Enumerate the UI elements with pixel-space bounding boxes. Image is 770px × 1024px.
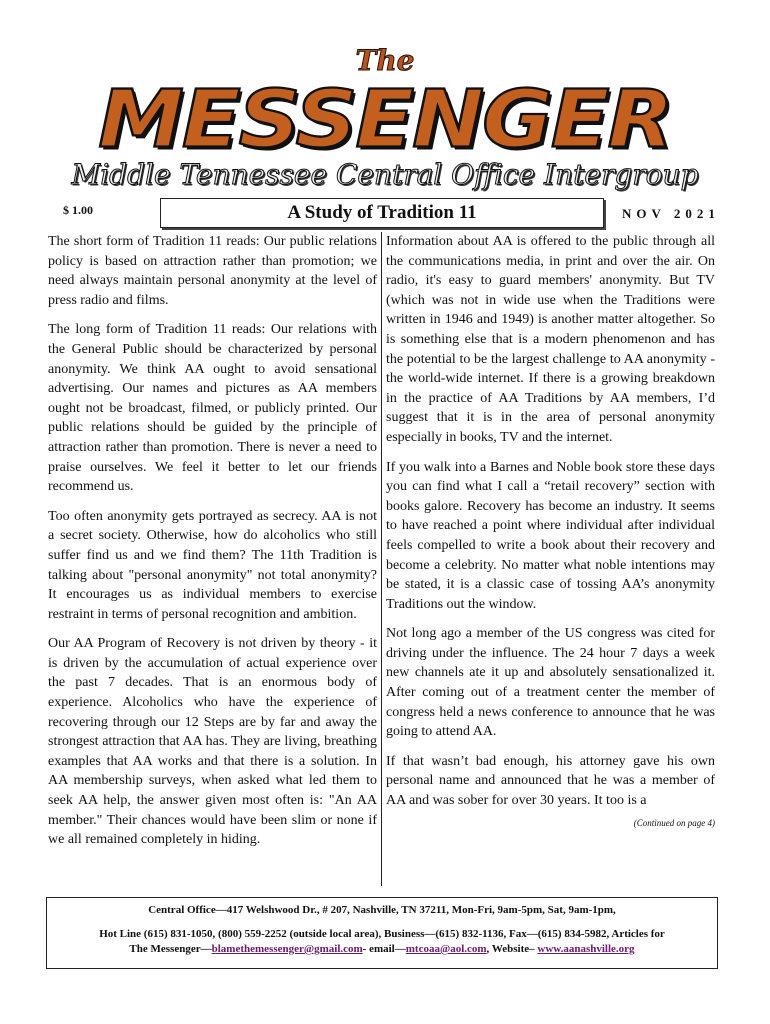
footer-website-label: , Website– <box>486 943 538 955</box>
paragraph: The long form of Tradition 11 reads: Our relations with the General Public should be characterized by personal anonymity. We think AA ought to avoid sensational advertising. Our names and pictures as AA members ought not be broadcast, filmed, or publicly printed. Our public relations should be guided by the principle of attraction rather than promotion. There is never a need to praise ourselves. We feel it better to let our friends recommend us. <box>48 322 377 495</box>
email-link-office[interactable]: mtcoaa@aol.com <box>405 943 487 955</box>
footer-email-label: - email— <box>362 943 406 955</box>
paragraph: If you walk into a Barnes and Noble book store these days you can find what I call a “retail recovery” section with books galore. Recovery has become an industry. It seems to have reached a point where individual after individual feels compelled to write a book about their recovery and become a celebrity. No matter what noble intentions may be stated, it is a classic case of tossing AA’s anonymity Traditions out the window. <box>386 459 715 612</box>
paragraph: The short form of Tradition 11 reads: Our public relations policy is based on attraction rather than promotion; we need always maintain personal anonymity at the level of press radio and films. <box>48 234 377 308</box>
issue-date: NOV 2021 <box>622 206 720 221</box>
right-column <box>386 232 715 888</box>
footer-phones: Hot Line (615) 831-1050, (800) 559-2252 (outside local area), Business—(615) 832-1136, Fax—(615) 834-5982, Articles for <box>99 928 665 940</box>
masthead-the: The <box>355 44 415 77</box>
masthead-subtitle: Middle Tennessee Central Office Intergroup <box>71 158 699 191</box>
footer-address: Central Office—417 Welshwood Dr., # 207, Nashville, TN 37211, Mon-Fri, 9am-5pm, Sat, 9am-1pm, <box>148 904 616 916</box>
masthead-title: MESSENGER <box>98 74 672 166</box>
paragraph: Not long ago a member of the US congress was cited for driving under the influence. The 24 hour 7 days a week new channels ate it up and absolutely sensationalized it. After coming out of a treatment center the member of congress held a news conference to announce that he was going to attend AA. <box>386 626 715 740</box>
paragraph: If that wasn’t bad enough, his attorney gave his own personal name and announced that he was a member of AA and was sober for over 30 years. It too is a <box>386 753 715 809</box>
paragraph: Our AA Program of Recovery is not driven by theory - it is driven by the accumulation of actual experience over the past 7 decades. That is an enormous body of experience. Alcoholics who have the experience of recovering through our 12 Steps are by far and away the strongest attraction that AA has. They are living, breathing examples that AA works and that there is a solution. In AA membership surveys, when asked what led them to seek AA help, the answer given most often is: "An AA member." Their chances would have been slim or none if we all remained completely in hiding. <box>48 636 377 848</box>
email-link-messenger[interactable]: blamethemessenger@gmail.com <box>211 943 363 955</box>
footer-contact-box <box>46 897 718 969</box>
website-link[interactable]: www.aanashville.org <box>537 943 635 955</box>
price: $ 1.00 <box>63 203 93 217</box>
continued-note: (Continued on page 4) <box>633 817 715 828</box>
headline: A Study of Tradition 11 <box>160 198 604 228</box>
masthead <box>0 0 770 200</box>
footer-prefix: The Messenger— <box>129 943 212 955</box>
paragraph: Too often anonymity gets portrayed as secrecy. AA is not a secret society. Otherwise, how do alcoholics who still suffer find us and we find them? The 11th Tradition is talking about "personal anonymity" not total anonymity? It encourages us as individual members to exercise restraint in terms of personal recognition and ambition. <box>48 508 377 622</box>
paragraph: Information about AA is offered to the public through all the communications media, in print and over the air. On radio, it's easy to guard members' anonymity. But TV (which was not in wide use when the Traditions were written in 1946 and 1949) is another matter altogether. So is something else that is a modern phenomenon and has the potential to be the largest challenge to AA anonymity - the world-wide internet. If there is a growing breakdown in the practice of AA Traditions by AA members, I’d suggest that it is in the area of personal anonymity especially in books, TV and the internet. <box>386 234 715 445</box>
left-column <box>48 232 377 888</box>
footer-contacts <box>47 927 717 957</box>
column-divider <box>381 232 382 886</box>
